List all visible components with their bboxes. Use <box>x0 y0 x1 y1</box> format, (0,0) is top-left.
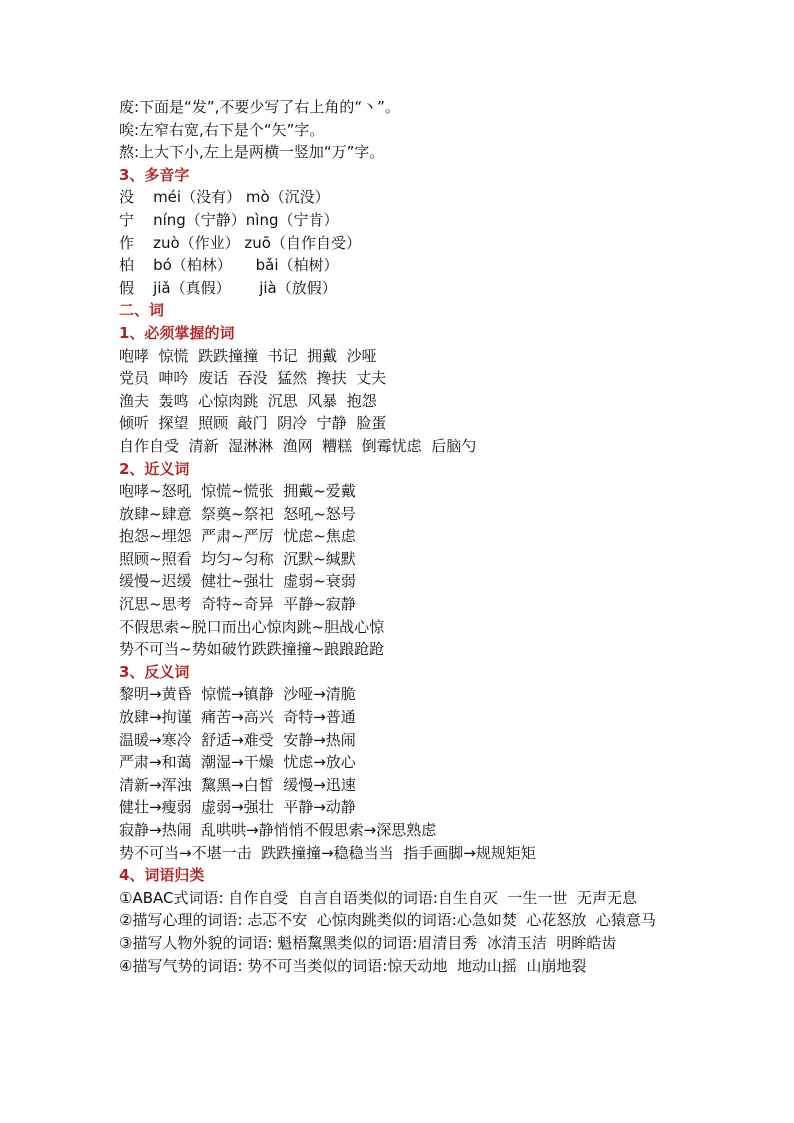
heading-polyphone: 3、多音字 <box>119 165 190 184</box>
heading-synonyms: 2、近义词 <box>119 459 190 478</box>
antonym-line: 温暖→寒冷 舒适→难受 安静→热闹 <box>119 730 356 749</box>
text-line: 熬:上大下小,左上是两横一竖加“万”字。 <box>119 143 385 162</box>
antonym-line: 严肃→和蔼 潮湿→干燥 忧虑→放心 <box>119 753 356 772</box>
synonym-line: 抱怨~埋怨 严肃~严厉 忧虑~焦虑 <box>119 527 356 546</box>
must-words-line: 党员 呻吟 废话 吞没 猛然 搀扶 丈夫 <box>119 369 387 388</box>
text-line: 废:下面是“发”,不要少写了右上角的“丶”。 <box>119 98 400 116</box>
synonym-line: 不假思索~脱口而出心惊肉跳~胆战心惊 <box>119 617 385 636</box>
document-content <box>119 96 679 977</box>
antonym-line: 健壮→瘦弱 虚弱→强壮 平静→动静 <box>119 798 356 817</box>
antonym-line: 放肆→拘谨 痛苦→高兴 奇特→普通 <box>119 708 356 727</box>
heading-classification: 4、词语归类 <box>119 866 205 885</box>
must-words-line: 自作自受 清新 湿淋淋 渔网 糟糕 倒霉忧虑 后脑勺 <box>119 436 477 455</box>
polyphone-line: 假 jiǎ（真假） jià（放假） <box>119 278 337 297</box>
polyphone-line: 作 zuò（作业） zuō（自作自受） <box>119 233 361 252</box>
synonym-line: 沉思~思考 奇特~奇异 平静~寂静 <box>119 595 356 614</box>
polyphone-line: 柏 bó（柏林） bǎi（柏树） <box>119 256 339 275</box>
heading-must-words: 1、必须掌握的词 <box>119 323 235 342</box>
polyphone-line: 没 méi（没有） mò（沉没） <box>119 188 330 207</box>
synonym-line: 咆哮~怒吼 惊慌~慌张 拥戴~爱戴 <box>119 482 356 501</box>
classification-line: ④描写气势的词语: 势不可当类似的词语:惊天动地 地动山摇 山崩地裂 <box>119 956 587 975</box>
heading-antonyms: 3、反义词 <box>119 662 190 681</box>
must-words-line: 咆哮 惊慌 跌跌撞撞 书记 拥戴 沙哑 <box>119 346 377 365</box>
synonym-line: 放肆~肆意 祭奠~祭祀 怒吼~怒号 <box>119 504 356 523</box>
synonym-line: 照顾~照看 均匀~匀称 沉默~缄默 <box>119 549 356 568</box>
must-words-line: 渔夫 轰鸣 心惊肉跳 沉思 风暴 抱怨 <box>119 391 377 410</box>
synonym-line: 缓慢~迟缓 健壮~强壮 虚弱~衰弱 <box>119 572 356 591</box>
classification-line: ②描写心理的词语: 忐忑不安 心惊肉跳类似的词语:心急如焚 心花怒放 心猿意马 <box>119 911 656 930</box>
polyphone-line: 宁 níng（宁静）nìng（宁肯） <box>119 210 339 229</box>
antonym-line: 清新→浑浊 黧黑→白皙 缓慢→迅速 <box>119 775 356 794</box>
antonym-line: 黎明→黄昏 惊慌→镇静 沙哑→清脆 <box>119 685 356 704</box>
synonym-line: 势不可当~势如破竹跌跌撞撞~踉踉跄跄 <box>119 640 385 659</box>
classification-line: ①ABAC式词语: 自作自受 自言自语类似的词语:自生自灭 一生一世 无声无息 <box>119 888 637 907</box>
must-words-line: 倾听 探望 照顾 敲门 阴冷 宁静 脸蛋 <box>119 414 387 433</box>
antonym-line: 寂静→热闹 乱哄哄→静悄悄不假思索→深思熟虑 <box>119 821 437 839</box>
heading-words: 二、词 <box>119 301 165 320</box>
text-line: 唉:左窄右宽,右下是个“矢”字。 <box>119 120 325 139</box>
classification-line: ③描写人物外貌的词语: 魁梧黧黑类似的词语:眉清目秀 冰清玉洁 明眸皓齿 <box>119 933 617 952</box>
antonym-line: 势不可当→不堪一击 跌跌撞撞→稳稳当当 指手画脚→规规矩矩 <box>119 843 536 862</box>
